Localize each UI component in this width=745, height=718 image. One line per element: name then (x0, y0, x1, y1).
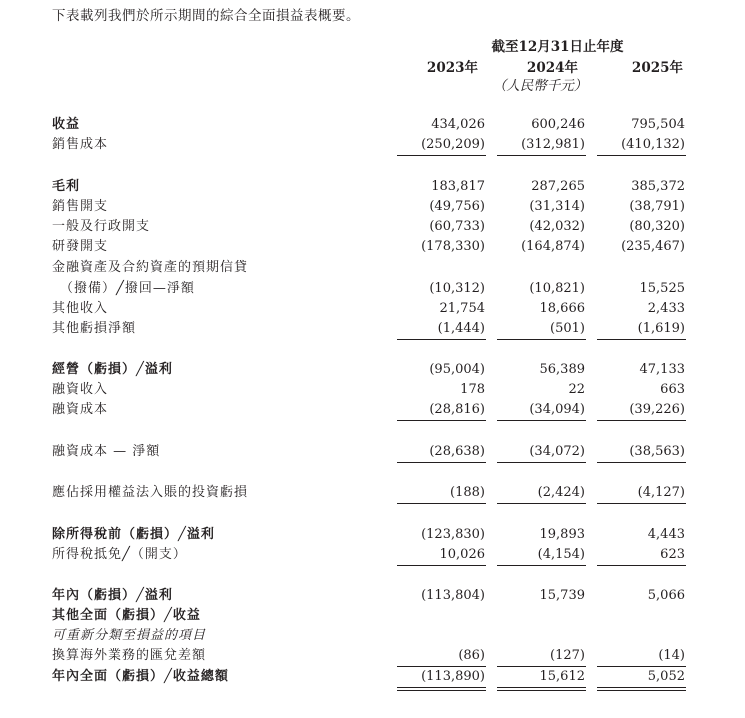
underline (497, 462, 586, 463)
year-header-2023: 2023年 (426, 60, 478, 76)
period-header: 截至12月31日止年度 (491, 39, 624, 55)
value-2023: (123,830) (421, 527, 485, 542)
underline (497, 155, 586, 156)
value-2024: 19,893 (539, 527, 585, 542)
value-2023: (49,756) (429, 199, 485, 214)
year-header-2024: 2024年 (526, 60, 578, 76)
value-2025: 5,052 (647, 669, 685, 684)
value-2025: 2,433 (647, 301, 685, 316)
row-label: 銷售成本 (52, 137, 109, 152)
row-label: 可重新分類至損益的項目 (52, 628, 207, 643)
underline (597, 339, 686, 340)
value-2023: (1,444) (437, 321, 485, 336)
value-2024: 600,246 (531, 117, 585, 132)
value-2025: (410,132) (621, 137, 685, 152)
value-2024: (10,821) (529, 281, 585, 296)
table-row (0, 217, 745, 237)
value-2025: (39,226) (629, 402, 685, 417)
value-2023: (95,004) (429, 362, 485, 377)
underline (497, 420, 586, 421)
value-2023: (86) (458, 648, 485, 663)
underline (397, 503, 486, 504)
table-row (0, 380, 745, 400)
value-2025: (1,619) (637, 321, 685, 336)
table-row (0, 606, 745, 626)
underline (597, 462, 686, 463)
underline (497, 565, 586, 566)
value-2024: 22 (568, 382, 585, 397)
table-row (0, 360, 745, 380)
double-underline (397, 687, 486, 691)
year-header-2025: 2025年 (631, 60, 683, 76)
underline (397, 420, 486, 421)
value-2025: 623 (660, 547, 685, 562)
value-2024: 18,666 (539, 301, 585, 316)
value-2024: 56,389 (539, 362, 585, 377)
row-label: 金融資產及合約資產的預期信貸 (52, 260, 249, 275)
row-label: 一般及行政開支 (52, 219, 151, 234)
value-2025: 795,504 (631, 117, 685, 132)
row-label: 換算海外業務的匯兌差額 (52, 648, 207, 663)
table-row (0, 115, 745, 135)
value-2025: (38,791) (629, 199, 685, 214)
value-2023: 21,754 (439, 301, 485, 316)
underline (597, 420, 686, 421)
underline (397, 155, 486, 156)
table-row (0, 545, 745, 565)
value-2023: (10,312) (429, 281, 485, 296)
value-2023: (60,733) (429, 219, 485, 234)
value-2024: (2,424) (537, 485, 585, 500)
double-underline (597, 687, 686, 691)
value-2025: 385,372 (631, 179, 685, 194)
underline (497, 503, 586, 504)
value-2023: 183,817 (431, 179, 485, 194)
underline (397, 339, 486, 340)
unit-header: （人民幣千元） (492, 78, 588, 94)
value-2024: 15,612 (539, 669, 585, 684)
value-2023: (28,816) (429, 402, 485, 417)
row-label: 其他虧損淨額 (52, 321, 137, 336)
value-2025: 47,133 (639, 362, 685, 377)
value-2024: 15,739 (539, 588, 585, 603)
table-row (0, 197, 745, 217)
table-row (0, 586, 745, 606)
underline (597, 155, 686, 156)
row-label: 銷售開支 (52, 199, 109, 214)
row-label: 毛利 (52, 179, 81, 194)
value-2024: (4,154) (537, 547, 585, 562)
value-2024: (501) (550, 321, 585, 336)
table-row (0, 667, 745, 687)
table-row (0, 135, 745, 155)
value-2025: 5,066 (647, 588, 685, 603)
table-row (0, 525, 745, 545)
table-row (0, 258, 745, 278)
value-2023: (113,804) (421, 588, 485, 603)
value-2025: 663 (660, 382, 685, 397)
table-row (0, 400, 745, 420)
row-label: 應佔採用權益法入賬的投資虧損 (52, 485, 249, 500)
table-row (0, 483, 745, 503)
table-row (0, 237, 745, 257)
row-label: 所得稅抵免╱（開支） (52, 547, 187, 562)
value-2024: (42,032) (529, 219, 585, 234)
value-2025: (235,467) (621, 239, 685, 254)
row-label: 年內（虧損）╱溢利 (52, 588, 173, 603)
value-2025: 4,443 (647, 527, 685, 542)
value-2023: 178 (460, 382, 485, 397)
value-2023: (113,890) (421, 669, 485, 684)
row-label: 融資成本 (52, 402, 109, 417)
value-2023: (250,209) (421, 137, 485, 152)
table-row (0, 646, 745, 666)
value-2024: (164,874) (521, 239, 585, 254)
row-label: 經營（虧損）╱溢利 (52, 362, 173, 377)
row-label: 融資成本 — 淨額 (52, 444, 161, 459)
table-row (0, 177, 745, 197)
row-label: 其他全面（虧損）╱收益 (52, 608, 201, 623)
value-2025: 15,525 (639, 281, 685, 296)
value-2023: 10,026 (439, 547, 485, 562)
value-2024: (34,072) (529, 444, 585, 459)
underline (397, 565, 486, 566)
value-2023: (188) (450, 485, 485, 500)
row-label: 研發開支 (52, 239, 109, 254)
table-row (0, 442, 745, 462)
value-2024: (127) (550, 648, 585, 663)
value-2024: (312,981) (521, 137, 585, 152)
underline (497, 339, 586, 340)
value-2025: (14) (658, 648, 685, 663)
row-label: 收益 (52, 117, 81, 132)
table-row (0, 299, 745, 319)
value-2023: 434,026 (431, 117, 485, 132)
value-2024: (31,314) (529, 199, 585, 214)
underline (397, 462, 486, 463)
row-label: 除所得稅前（虧損）╱溢利 (52, 527, 215, 542)
double-underline (497, 687, 586, 691)
row-label: （撥備）╱撥回—淨額 (60, 281, 195, 296)
table-row (0, 626, 745, 646)
value-2025: (80,320) (629, 219, 685, 234)
table-row (0, 319, 745, 339)
row-label: 融資收入 (52, 382, 109, 397)
value-2025: (38,563) (629, 444, 685, 459)
value-2024: (34,094) (529, 402, 585, 417)
row-label: 其他收入 (52, 301, 109, 316)
value-2023: (178,330) (421, 239, 485, 254)
underline (597, 503, 686, 504)
value-2024: 287,265 (531, 179, 585, 194)
intro-text: 下表載列我們於所示期間的綜合全面損益表概要。 (52, 8, 360, 24)
table-row (0, 279, 745, 299)
value-2023: (28,638) (429, 444, 485, 459)
underline (597, 565, 686, 566)
row-label: 年內全面（虧損）╱收益總額 (52, 669, 229, 684)
value-2025: (4,127) (637, 485, 685, 500)
